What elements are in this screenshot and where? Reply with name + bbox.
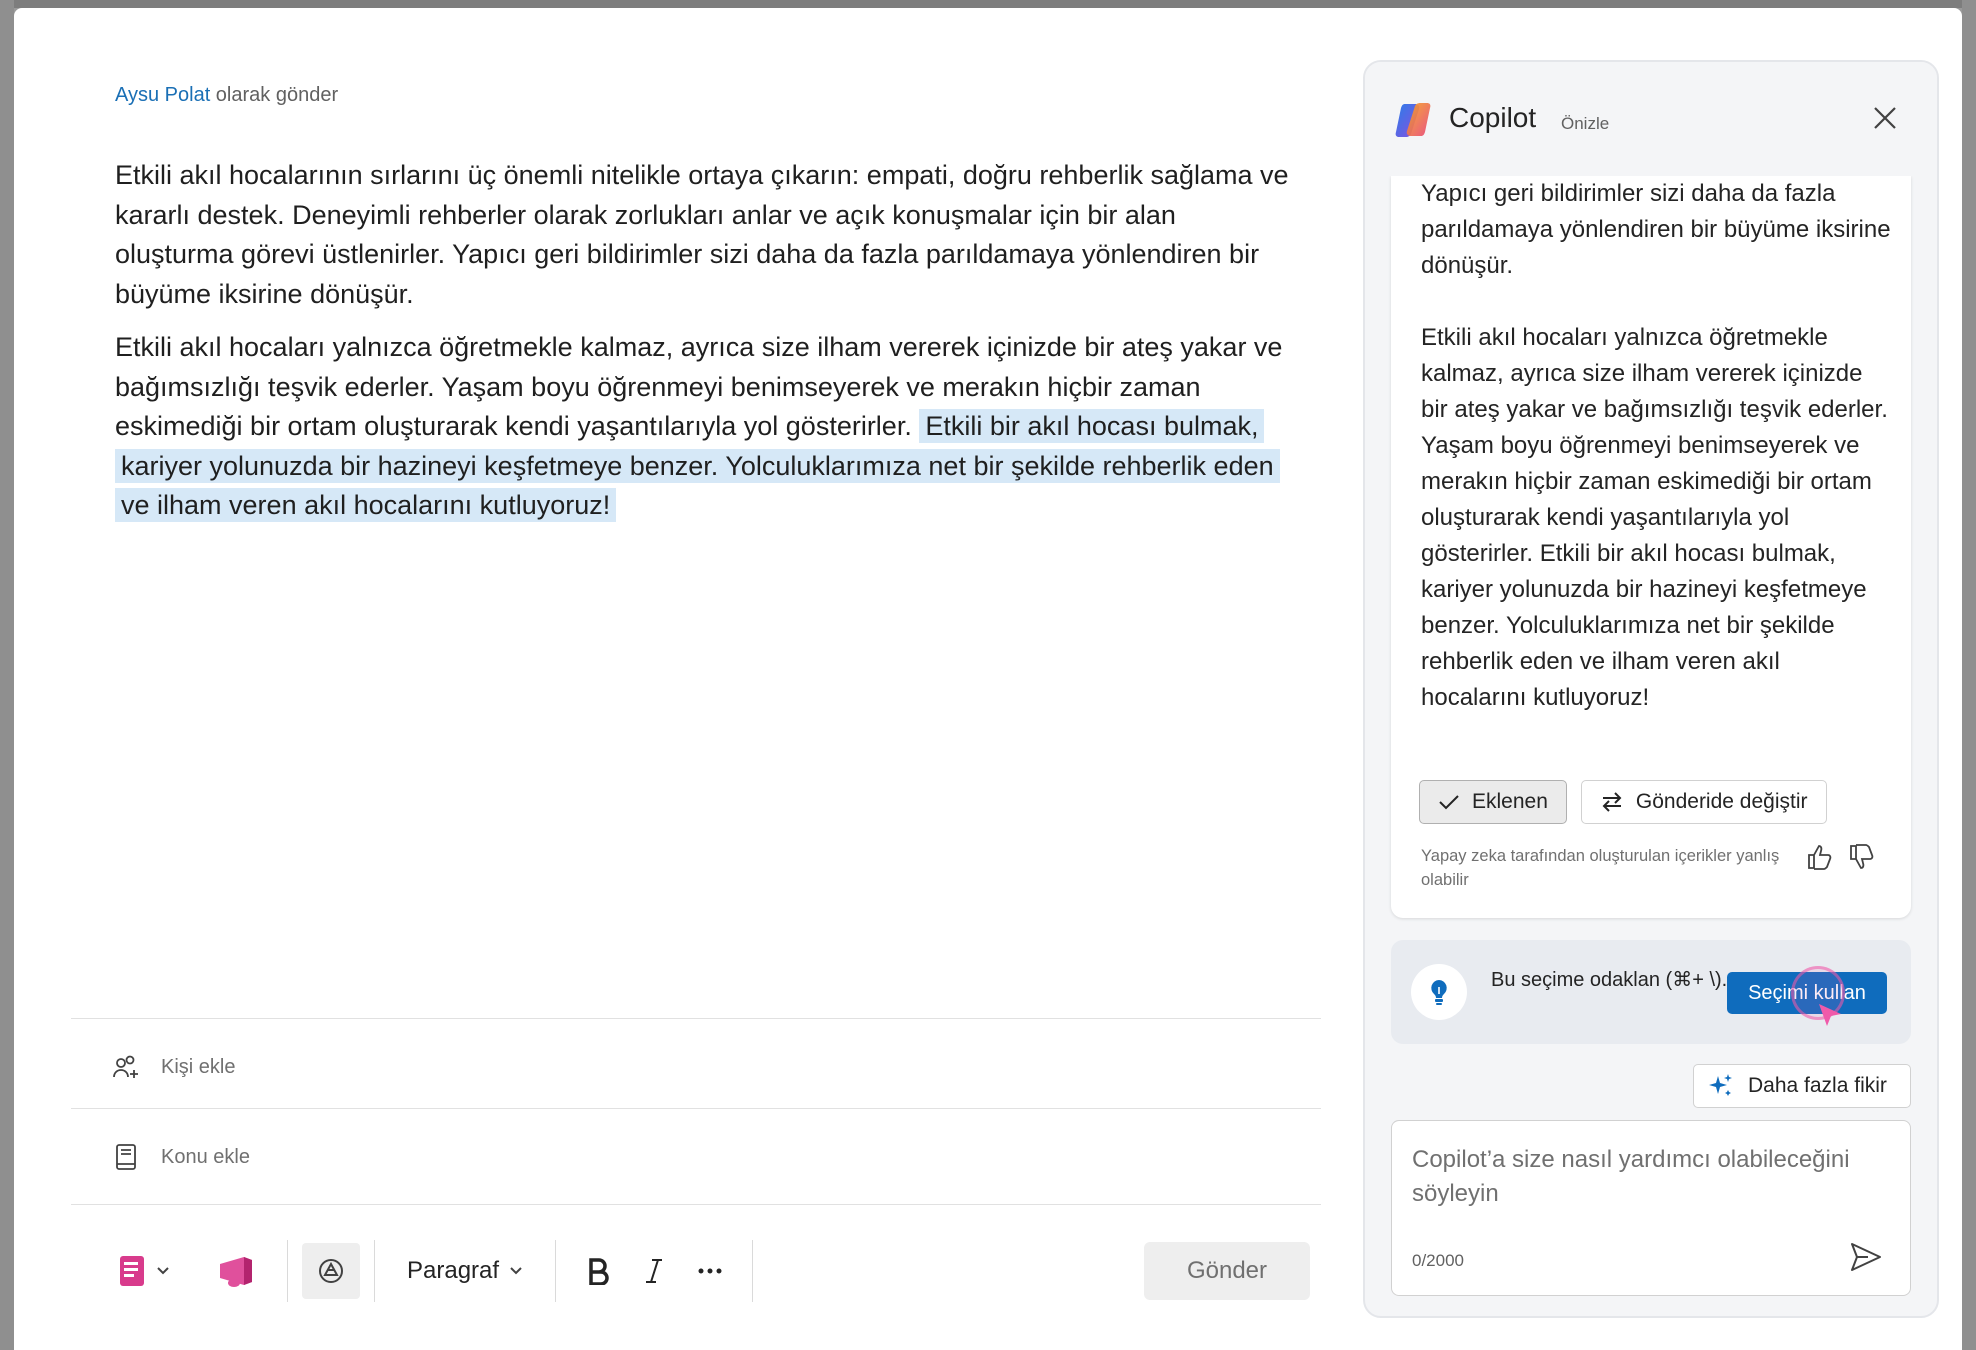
response-actions xyxy=(1419,780,1827,824)
send-as-line xyxy=(115,84,338,107)
added-button[interactable] xyxy=(1419,780,1567,824)
bold-button[interactable] xyxy=(570,1243,626,1299)
thumbs-down-icon[interactable] xyxy=(1847,842,1877,872)
thumbs-up-icon[interactable] xyxy=(1805,842,1835,872)
added-label: Eklenen xyxy=(1472,790,1548,813)
character-count: 0/2000 xyxy=(1412,1251,1464,1270)
copilot-response-card xyxy=(1391,176,1911,918)
copilot-header xyxy=(1365,62,1937,176)
ai-disclaimer: Yapay zeka tarafından oluşturulan içerikler yanlış olabilir xyxy=(1421,847,1780,889)
people-add-icon xyxy=(111,1052,141,1082)
body-paragraph-2-text: Etkili akıl hocaları yalnızca öğretmekle kalmaz, ayrıca size ilham vererek içinizde bir ateş yakar ve bağımsızlığı teşvik ederler. Yaşam boyu öğrenmeyi benimseyerek ve merakın hiçbir zaman eskimediği bir ortam oluşturarak kendi yaşantılarıyla yol gösterirler. xyxy=(115,332,1283,441)
body-paragraph-2 xyxy=(115,328,1295,526)
swap-icon xyxy=(1600,791,1624,813)
toolbar-separator xyxy=(374,1240,375,1302)
add-people-placeholder: Kişi ekle xyxy=(161,1055,236,1078)
paragraph-style-label: Paragraf xyxy=(407,1257,500,1284)
toolbar-separator xyxy=(555,1240,556,1302)
checkmark-icon xyxy=(1438,793,1460,811)
send-icon[interactable] xyxy=(1848,1239,1884,1275)
copilot-toolbar-button[interactable] xyxy=(302,1243,360,1299)
copilot-icon xyxy=(316,1256,346,1286)
compose-dialog xyxy=(14,8,1962,1350)
add-topic-placeholder: Konu ekle xyxy=(161,1145,250,1168)
copilot-pane xyxy=(1363,60,1939,1318)
chevron-down-icon xyxy=(509,1266,523,1276)
formatting-toolbar xyxy=(111,1240,767,1302)
add-topic-field[interactable] xyxy=(111,1142,250,1172)
focus-selection-text: Bu seçime odaklan (⌘+ \). xyxy=(1491,969,1728,991)
close-icon[interactable] xyxy=(1869,102,1901,134)
copilot-response-text: Yapıcı geri bildirimler sizi daha da fazla parıldamaya yönlendiren bir büyüme iksirine dönüşür. Etkili akıl hocaları yalnızca öğretmekle kalmaz, ayrıca size ilham vererek içinizde bir ateş yakar ve bağımsızlığı teşvik ederler. Yaşam boyu öğrenmeyi benimseyerek ve merakın hiçbir zaman eskimediği bir ortam oluşturarak kendi yaşantılarıyla yol gösterirler. Etkili bir akıl hocası bulmak, kariyer yolunuzda bir hazineyi keşfetmeye benzer. Yolculuklarımıza net bir şekilde rehberlik eden ve ilham veren akıl hocalarını kutluyoruz! xyxy=(1421,180,1891,711)
sender-suffix: olarak gönder xyxy=(210,84,339,106)
lightbulb-badge xyxy=(1411,964,1467,1020)
paragraph-style-dropdown[interactable] xyxy=(389,1257,541,1285)
more-icon xyxy=(697,1267,723,1275)
toolbar-separator xyxy=(287,1240,288,1302)
loop-button[interactable] xyxy=(111,1243,177,1299)
copilot-prompt-input[interactable] xyxy=(1391,1120,1911,1296)
background-top-bar xyxy=(0,0,1976,8)
body-paragraph-1: Etkili akıl hocalarının sırlarını üç önemli nitelikle ortaya çıkarın: empati, doğru rehberlik sağlama ve kararlı destek. Deneyimli rehberler olarak zorlukları anlar ve açık konuşmalar için bir alan oluşturma görevi üstlenirler. Yapıcı geri bildirimler sizi daha da fazla parıldamaya yönlendiren bir büyüme iksirine dönüşür. xyxy=(115,160,1289,309)
sender-name-link[interactable]: Aysu Polat xyxy=(115,84,211,106)
more-options-button[interactable] xyxy=(682,1243,738,1299)
announcement-button[interactable] xyxy=(201,1243,273,1299)
loop-icon xyxy=(118,1254,148,1288)
message-body[interactable] xyxy=(115,156,1295,540)
italic-icon xyxy=(642,1257,666,1285)
preview-badge: Önizle xyxy=(1561,114,1610,133)
more-ideas-label: Daha fazla fikir xyxy=(1748,1074,1887,1097)
divider xyxy=(71,1204,1321,1205)
divider xyxy=(71,1108,1321,1109)
prompt-placeholder: Copilot’a size nasıl yardımcı olabileceğini söyleyin xyxy=(1412,1146,1850,1207)
add-people-field[interactable] xyxy=(111,1052,235,1082)
copilot-title: Copilot xyxy=(1449,102,1537,133)
chevron-down-icon xyxy=(156,1266,170,1276)
toolbar-separator xyxy=(752,1240,753,1302)
italic-button[interactable] xyxy=(626,1243,682,1299)
copilot-logo-icon xyxy=(1393,100,1433,140)
megaphone-icon xyxy=(216,1254,258,1288)
send-button[interactable]: Gönder xyxy=(1144,1242,1310,1300)
book-icon xyxy=(111,1142,141,1172)
more-ideas-button[interactable] xyxy=(1693,1064,1911,1108)
lightbulb-icon xyxy=(1427,978,1451,1006)
replace-label: Gönderide değiştir xyxy=(1635,790,1808,813)
pointer-cursor-icon xyxy=(1817,1002,1843,1028)
sparkle-icon xyxy=(1708,1073,1734,1099)
divider xyxy=(71,1018,1321,1019)
background-right-strip xyxy=(1962,0,1976,1350)
replace-in-post-button[interactable] xyxy=(1581,780,1827,824)
use-selection-button[interactable]: Seçimi kullan xyxy=(1727,972,1887,1014)
selected-text-highlight: Etkili bir akıl hocası bulmak, kariyer yolunuzda bir hazineyi keşfetmeye benzer. Yolculuklarımıza net bir şekilde rehberlik eden ve ilham veren akıl hocalarını kutluyoruz! xyxy=(115,409,1280,522)
background-left-strip xyxy=(0,0,14,1350)
focus-selection-box xyxy=(1391,940,1911,1044)
bold-icon xyxy=(586,1257,610,1285)
